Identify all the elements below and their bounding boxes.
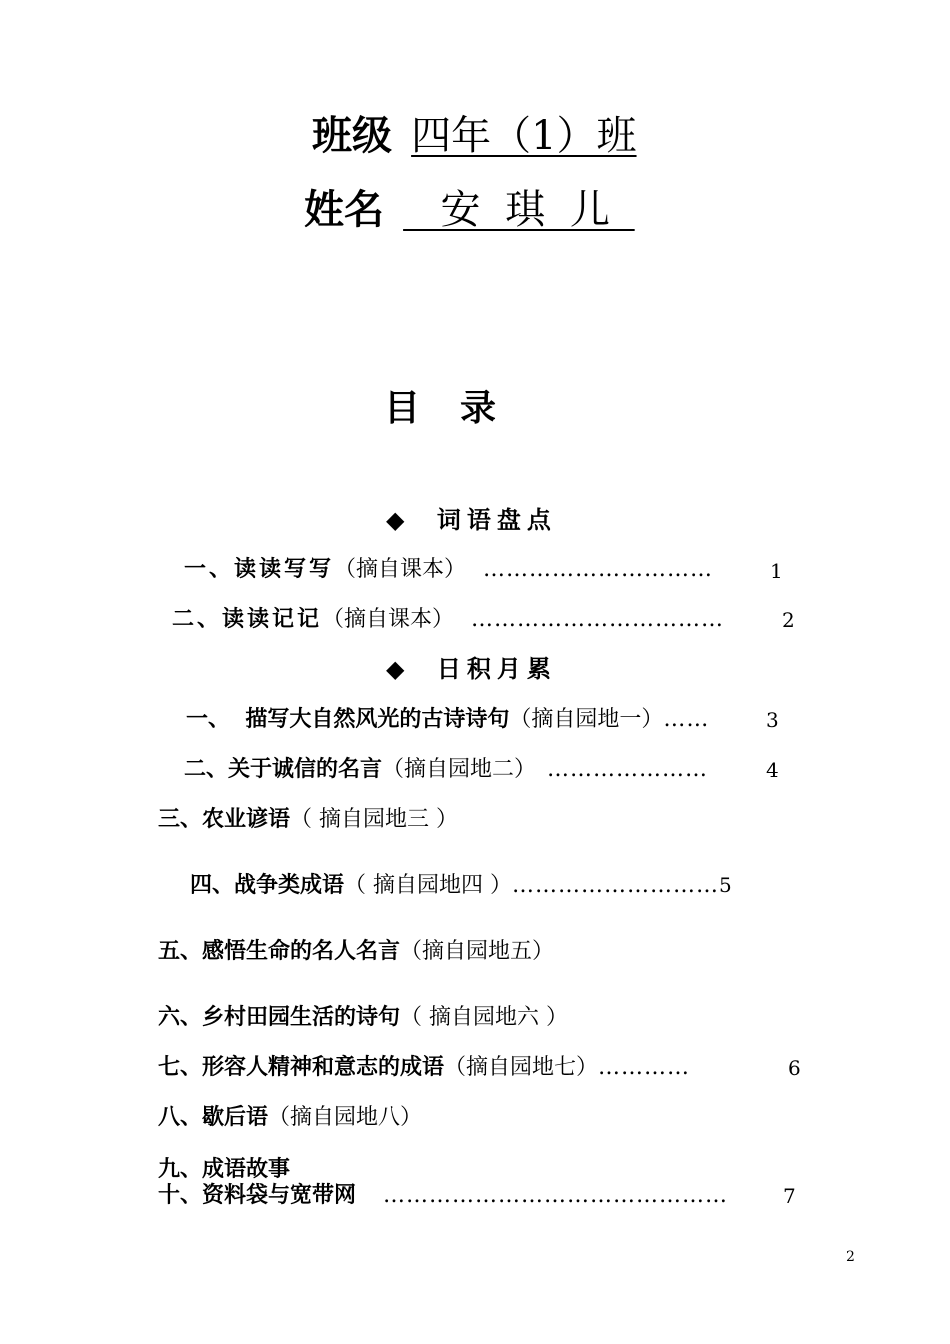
- toc-entry[interactable]: [190, 874, 732, 897]
- toc-entry-label: 二、关于诚信的名言: [184, 756, 383, 782]
- toc-entry[interactable]: [158, 1184, 728, 1207]
- toc-leader-dots: …………: [598, 1055, 691, 1080]
- class-row: [312, 112, 637, 159]
- toc-entry-page: 3: [766, 708, 779, 732]
- toc-entry[interactable]: [158, 1106, 422, 1129]
- toc-entry-page: 5: [719, 873, 732, 897]
- toc-entry-page: 2: [782, 608, 795, 632]
- toc-entry-label: 八、歇后语: [158, 1104, 269, 1130]
- toc-entry-source: （摘自园地一）: [509, 707, 664, 732]
- toc-entry-source: （摘自园地八）: [268, 1105, 423, 1130]
- section-heading: [386, 505, 557, 534]
- toc-entry-source: （ 摘自园地四 ）: [344, 873, 513, 898]
- toc-entry-label: 二、读读记记: [172, 606, 323, 632]
- toc-entry-label: 五、感悟生命的名人名言: [158, 938, 401, 964]
- page-number: 2: [846, 1249, 855, 1265]
- toc-entry[interactable]: [158, 808, 458, 831]
- toc-entry-page: 1: [770, 559, 783, 583]
- toc-entry-label: 三、农业谚语: [158, 806, 291, 832]
- toc-title: 目录: [384, 387, 537, 429]
- toc-entry-label: 一、 描写大自然风光的古诗诗句: [186, 706, 510, 732]
- toc-entry-source: （ 摘自园地三 ）: [290, 807, 459, 832]
- toc-entry-source: （摘自课本）: [322, 607, 455, 632]
- section-title: 日积月累: [436, 654, 557, 683]
- toc-leader-dots: ………………………………………: [383, 1183, 729, 1208]
- class-value: 四年（1）班: [411, 113, 637, 159]
- toc-entry-page: 6: [788, 1056, 801, 1080]
- toc-entry-source: （摘自课本）: [334, 557, 467, 582]
- toc-entry-label: 四、战争类成语: [190, 872, 345, 898]
- toc-entry-label: 十、资料袋与宽带网: [158, 1182, 357, 1208]
- toc-entry-source: （摘自园地二）: [382, 757, 537, 782]
- toc-entry-source: （摘自园地五）: [400, 939, 555, 964]
- toc-entry[interactable]: [172, 608, 724, 631]
- toc-entry-page: 7: [783, 1184, 796, 1208]
- toc-entry[interactable]: [158, 940, 554, 963]
- section-title: 词语盘点: [436, 505, 557, 534]
- toc-leader-dots: …………………: [547, 757, 709, 782]
- toc-entry-page: 4: [766, 758, 779, 782]
- class-label: 班级: [312, 112, 392, 159]
- toc-leader-dots: ………………………: [512, 873, 720, 898]
- toc-entry[interactable]: [186, 708, 709, 731]
- toc-leader-dots: ……: [663, 707, 710, 732]
- toc-entry[interactable]: [158, 1056, 690, 1079]
- name-value: 安 琪 儿: [403, 187, 635, 233]
- section-heading: [386, 654, 557, 683]
- toc-entry[interactable]: [158, 1158, 290, 1181]
- name-row: [304, 186, 635, 233]
- toc-entry[interactable]: [184, 558, 713, 581]
- toc-entry-source: （ 摘自园地六 ）: [400, 1005, 569, 1030]
- toc-entry[interactable]: [184, 758, 708, 781]
- toc-entry-source: （摘自园地七）: [444, 1055, 599, 1080]
- toc-entry-label: 六、乡村田园生活的诗句: [158, 1004, 401, 1030]
- diamond-icon: ◆: [386, 654, 411, 683]
- toc-entry-label: 一、读读写写: [184, 556, 335, 582]
- toc-entry-label: 七、形容人精神和意志的成语: [158, 1054, 445, 1080]
- toc-entry[interactable]: [158, 1006, 568, 1029]
- diamond-icon: ◆: [386, 505, 411, 534]
- name-label: 姓名: [304, 186, 384, 233]
- toc-entry-label: 九、成语故事: [158, 1156, 291, 1182]
- toc-leader-dots: …………………………: [483, 557, 714, 582]
- toc-leader-dots: ……………………………: [471, 607, 725, 632]
